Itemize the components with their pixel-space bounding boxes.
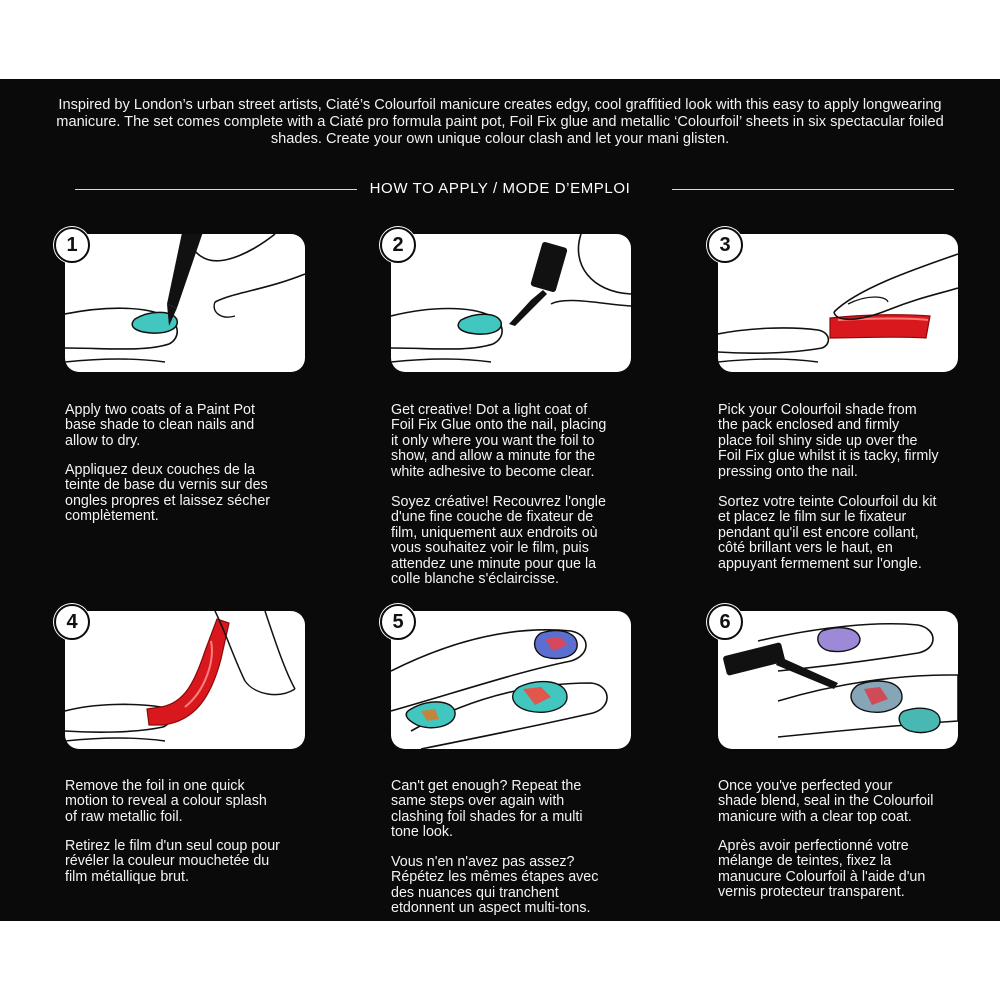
step-4-illustration: [65, 611, 305, 749]
step-1-text-en: Apply two coats of a Paint Pot base shade to clean nails and allow to dry.: [65, 402, 255, 449]
step-3-text-en: Pick your Colourfoil shade from the pack enclosed and firmly place foil shiny side up over the Foil Fix glue whilst it is tacky, firmly pressing onto the nail.: [718, 402, 939, 480]
step-3-text-fr: Sortez votre teinte Colourfoil du kit et placez le film sur le fixateur pendant qu'il est encore collant, côté brillant vers le haut, en appuyant fermement sur l'ongle.: [718, 494, 937, 572]
finger-pressing-foil-icon: [718, 234, 958, 372]
step-4-text-fr: Retirez le film d'un seul coup pour révéler la couleur mouchetée du film métallique brut.: [65, 838, 280, 885]
step-2-illustration: [391, 234, 631, 372]
step-4-text-en: Remove the foil in one quick motion to reveal a colour splash of raw metallic foil.: [65, 778, 267, 825]
step-1-number: 1: [54, 227, 90, 263]
how-to-apply-heading: HOW TO APPLY / MODE D’EMPLOI: [369, 180, 631, 197]
step-2-text-fr: Soyez créative! Recouvrez l'ongle d'une fine couche de fixateur de film, uniquement aux endroits où vous souhaitez voir le film, puis attendez une minute pour que la colle blanche s'éclaircisse.: [391, 494, 606, 588]
brush-painting-nail-icon: [65, 234, 305, 372]
step-3-illustration: [718, 234, 958, 372]
step-5-number: 5: [380, 604, 416, 640]
divider-right: [672, 189, 954, 190]
step-5-text-fr: Vous n'en n'avez pas assez? Répétez les mêmes étapes avec des nuances qui tranchent etdonnent un aspect multi-tons.: [391, 854, 599, 917]
instructions-board: [0, 79, 1000, 921]
step-3-number: 3: [707, 227, 743, 263]
step-6-text-en: Once you've perfected your shade blend, seal in the Colourfoil manicure with a clear top coat.: [718, 778, 934, 825]
step-1-text-fr: Appliquez deux couches de la teinte de base du vernis sur des ongles propres et laissez sécher complètement.: [65, 462, 271, 525]
brush-dotting-glue-icon: [391, 234, 631, 372]
step-5-text-en: Can't get enough? Repeat the same steps over again with clashing foil shades for a multi tone look.: [391, 778, 583, 841]
step-2-number: 2: [380, 227, 416, 263]
step-6-illustration: [718, 611, 958, 749]
step-6-number: 6: [707, 604, 743, 640]
intro-paragraph: Inspired by London’s urban street artists, Ciaté’s Colourfoil manicure creates edgy, cool graffitied look with this easy to apply longwearing manicure. The set comes complete with a Ciaté pro formula paint pot, Foil Fix glue and metallic ‘Colourfoil’ sheets in six spectacular foiled shades. Create your own unique colour clash and let your mani glisten.: [56, 97, 944, 147]
step-6-text-fr: Après avoir perfectionné votre mélange de teintes, fixez la manucure Colourfoil à l'aide d'un vernis protecteur transparent.: [718, 838, 926, 901]
multi-tone-nails-icon: [391, 611, 631, 749]
step-4-number: 4: [54, 604, 90, 640]
peeling-foil-icon: [65, 611, 305, 749]
step-1-illustration: [65, 234, 305, 372]
brush-top-coat-icon: [718, 611, 958, 749]
step-2-text-en: Get creative! Dot a light coat of Foil Fix Glue onto the nail, placing it only where you want the foil to show, and allow a minute for the white adhesive to become clear.: [391, 402, 607, 480]
step-5-illustration: [391, 611, 631, 749]
